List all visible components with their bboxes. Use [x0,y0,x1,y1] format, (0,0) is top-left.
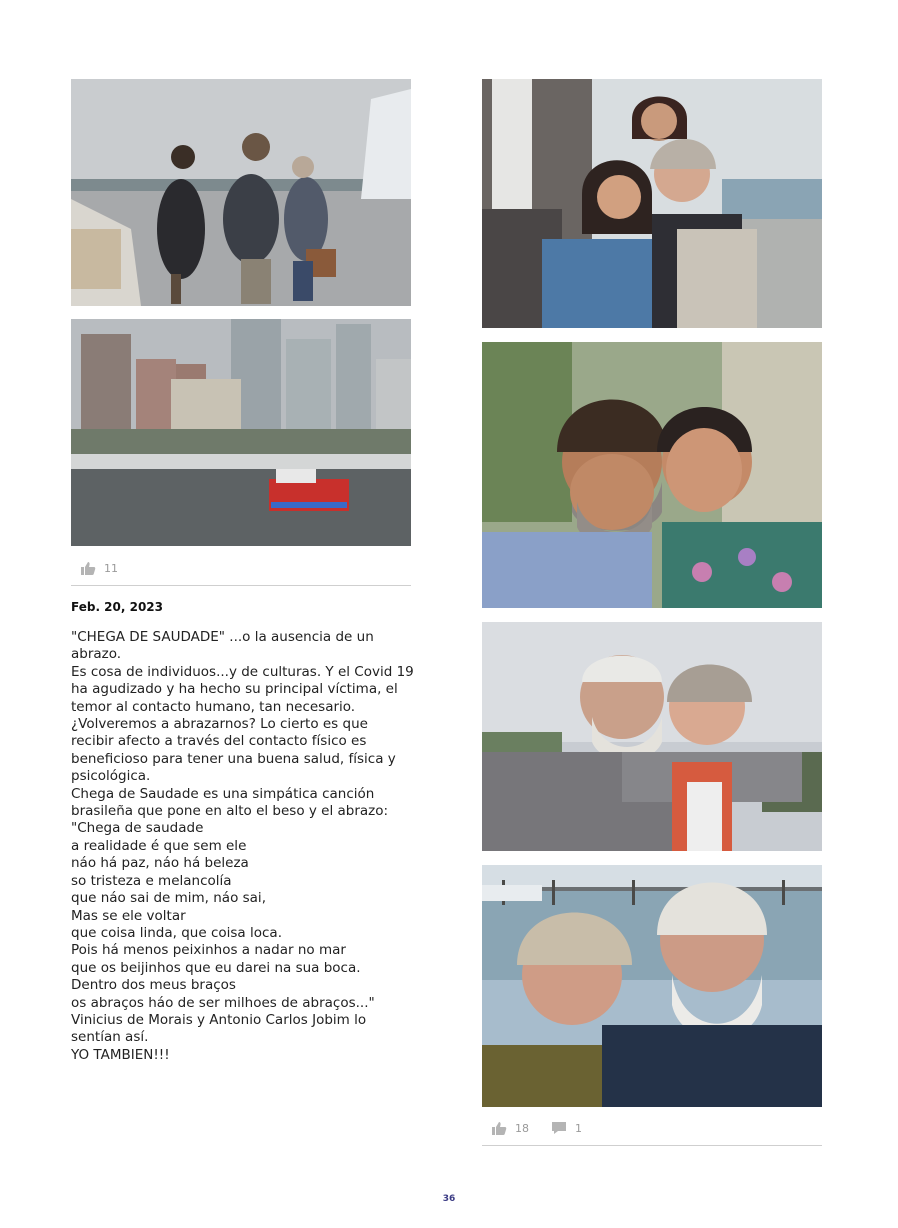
post-line: náo há paz, náo há beleza [71,855,249,872]
post-line: recibir afecto a través del contacto físico es [71,733,367,750]
photo-three-women [482,79,822,328]
post-line: Es cosa de individuos...y de culturas. Y el Covid 19 [71,663,414,680]
post-date: Feb. 20, 2023 [71,600,164,614]
post-line: sentían así. [71,1029,149,1046]
post-line: YO TAMBIEN!!! [71,1046,170,1063]
photo-elderly-couple-hug [482,622,822,851]
post-line: que náo sai de mim, náo sai, [71,890,266,907]
thumbs-up-icon[interactable] [80,561,96,575]
post-line: Mas se ele voltar [71,907,186,924]
comment-count: 1 [575,1121,582,1135]
page-number: 36 [442,1194,456,1204]
post-line: Vinicius de Morais y Antonio Carlos Jobim lo [71,1011,367,1028]
like-count: 18 [515,1121,529,1135]
post-line: psicológica. [71,768,151,785]
photo-city-harbour [71,319,411,546]
post-line: abrazo. [71,646,122,663]
post-line: beneficioso para tener una buena salud, física y [71,750,396,767]
thumbs-up-icon[interactable] [491,1121,507,1135]
like-count: 11 [104,561,118,575]
post-line: os abraços háo de ser milhoes de abraços..." [71,994,375,1011]
post-body [71,629,416,1064]
photo-couple-beard [482,342,822,608]
post-line: temor al contacto humano, tan necesario. [71,698,356,715]
post-line: so tristeza e melancolía [71,872,232,889]
divider-right [482,1145,822,1146]
right-post-stats [491,1121,604,1135]
post-line: que coisa linda, que coisa loca. [71,924,282,941]
post-line: a realidade é que sem ele [71,837,247,854]
post-line: ¿Volveremos a abrazarnos? Lo cierto es que [71,716,368,733]
post-line: ha agudizado y ha hecho su principal víctima, el [71,681,398,698]
post-line: Pois há menos peixinhos a nadar no mar [71,942,346,959]
comment-icon[interactable] [551,1121,567,1135]
post-line: brasileña que pone en alto el beso y el abrazo: [71,803,389,820]
left-post-stats [80,561,140,575]
post-line: Dentro dos meus braços [71,977,236,994]
post-line: "Chega de saudade [71,820,204,837]
photo-elderly-couple-dock [482,865,822,1107]
post-line: "CHEGA DE SAUDADE" ...o la ausencia de un [71,629,374,645]
photo-ferry-deck [71,79,411,306]
divider-left [71,585,411,586]
post-line: que os beijinhos que eu darei na sua boca. [71,959,361,976]
post-line: Chega de Saudade es una simpática canción [71,785,375,802]
